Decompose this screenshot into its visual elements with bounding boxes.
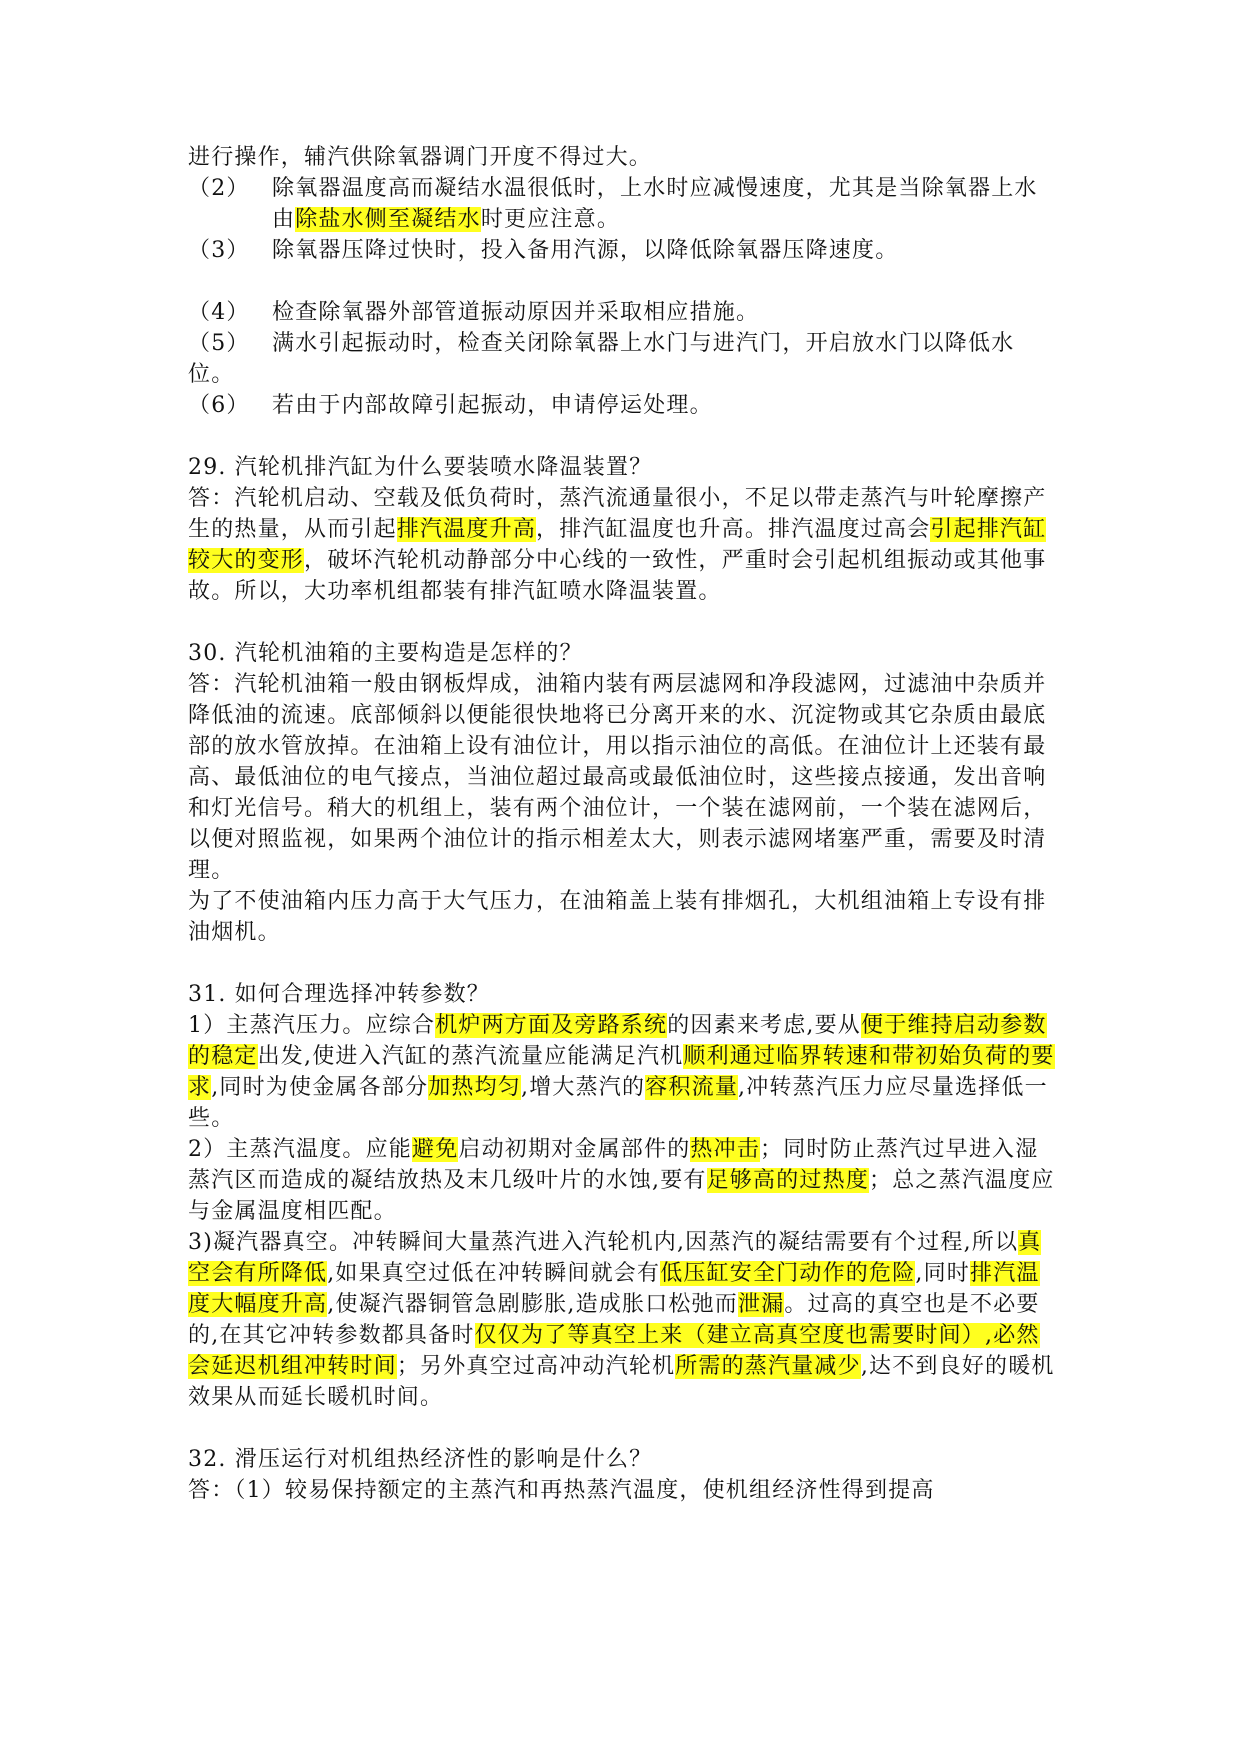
text-run: ,同时为使金属各部分 [211,1075,429,1100]
text-run: 启动初期对金属部件的 [458,1137,691,1162]
item-text: 除氧器压降过快时，投入备用汽源，以降低除氧器压降速度。 [272,238,899,263]
highlight-run: 泄漏 [738,1292,785,1317]
text-run: ,冲转蒸汽压力应尽量选择低一些。 [188,1075,1048,1131]
highlight-run: 顺利通过临界转速和带初始负荷的要求 [188,1044,1055,1100]
text-run: ,增大蒸汽的 [521,1075,646,1100]
item-text: 若由于内部故障引起振动，申请停运处理。 [272,393,713,418]
highlight-run: 便于维持启动参数的稳定 [188,1013,1047,1069]
text-run: 1）主蒸汽压力。应综合 [188,1013,436,1038]
blank-line [188,1413,1058,1444]
text-run: 2）主蒸汽温度。应能 [188,1137,412,1162]
highlight-run: 除盐水侧至凝结水 [295,207,481,232]
blank-line [188,948,1058,979]
blank-line [188,607,1058,638]
answer-paragraph: 答：汽轮机油箱一般由钢板焊成，油箱内装有两层滤网和净段滤网，过滤油中杂质并降低油的流速。底部倾斜以便能很快地将已分离开来的水、沉淀物或其它杂质由最底部的放水管放掉。在油箱上设有油位计，用以指示油位的高低。在油位计上还装有最高、最低油位的电气接点，当油位超过最高或最低油位时，这些接点接通，发出音响和灯光信号。稍大的机组上，装有两个油位计，一个装在滤网前，一个装在滤网后，以便对照监视，如果两个油位计的指示相差太大，则表示滤网堵塞严重，需要及时清理。 [188,672,1047,883]
highlight-run: 排汽温度升高 [396,517,537,542]
item-number: （5） [188,331,250,356]
answer-paragraph [188,1227,1058,1413]
item-text: 检查除氧器外部管道振动原因并采取相应措施。 [272,300,760,325]
item-number: （4） [188,300,250,325]
question-title: 31. 如何合理选择冲转参数？ [188,982,490,1007]
text-run: 除氧器温度高而凝结水温很低时，上水时应减慢速度，尤其是当除氧器上水由 [272,176,1038,232]
item-text: 满水引起振动时，检查关闭除氧器上水门与进汽门，开启放水门以降低水位。 [188,331,1015,387]
continuation-line: 进行操作，辅汽供除氧器调门开度不得过大。 [188,145,653,170]
text-run: 。过高的真空也是不必要的,在其它冲转参数都具备时 [188,1292,1040,1348]
text-run: ；总之蒸汽温度应与金属温度相匹配。 [188,1168,1055,1224]
highlight-run: 热冲击 [690,1137,761,1162]
question-title: 29. 汽轮机排汽缸为什么要装喷水降温装置？ [188,455,653,480]
highlight-run: 容积流量 [645,1075,739,1100]
list-item [188,235,1058,266]
text-run: ,使凝汽器铜管急剧膨胀,造成胀口松弛而 [327,1292,738,1317]
blank-line [188,421,1058,452]
list-item [188,390,1058,421]
item-number: （3） [188,238,250,263]
highlight-run: 足够高的过热度 [706,1168,870,1193]
text-run: ；另外真空过高冲动汽轮机 [396,1354,676,1379]
text-run: 3)凝汽器真空。冲转瞬间大量蒸汽进入汽轮机内,因蒸汽的凝结需要有个过程,所以 [188,1230,1019,1255]
item-text [272,173,1058,235]
answer-paragraph [188,1010,1058,1134]
answer-paragraph: 为了不使油箱内压力高于大气压力，在油箱盖上装有排烟孔，大机组油箱上专设有排油烟机。 [188,889,1047,945]
question-title: 32. 滑压运行对机组热经济性的影响是什么？ [188,1447,653,1472]
text-run: ；同时防止蒸汽过早进入湿蒸汽区而造成的凝结放热及末几级叶片的水蚀,要有 [188,1137,1039,1193]
highlight-run: 机炉两方面及旁路系统 [435,1013,668,1038]
text-run: ,达不到良好的暖机效果从而延长暖机时间。 [188,1354,1055,1410]
item-number: （6） [188,393,250,418]
list-item [188,173,1058,235]
highlight-run: 仅仅为了等真空上来（建立高真空度也需要时间）,必然会延迟机组冲转时间 [188,1323,1040,1379]
question-title: 30. 汽轮机油箱的主要构造是怎样的？ [188,641,583,666]
list-item [188,328,1058,390]
text-run: 出发,使进入汽缸的蒸汽流量应能满足汽机 [257,1044,684,1069]
answer-paragraph [188,1134,1058,1227]
text-run: ，破坏汽轮机动静部分中心线的一致性，严重时会引起机组振动或其他事故。所以，大功率机组都装有排汽缸喷水降温装置。 [188,548,1047,604]
text-run: ,同时 [915,1261,970,1286]
highlight-run: 排汽温度大幅度升高 [188,1261,1040,1317]
answer-paragraph [188,483,1058,607]
highlight-run: 避免 [412,1137,459,1162]
text-run: 的因素来考虑,要从 [667,1013,862,1038]
item-number: （2） [188,176,250,201]
text-run: 时更应注意。 [480,207,621,232]
highlight-run: 低压缸安全门动作的危险 [660,1261,916,1286]
highlight-run: 加热均匀 [428,1075,522,1100]
text-run: ，排汽缸温度也升高。排汽温度过高会 [536,517,931,542]
highlight-run: 所需的蒸汽量减少 [675,1354,861,1379]
highlight-run: 引起排汽缸较大的变形 [188,517,1047,573]
list-item [188,297,1058,328]
highlight-run: 真空会有所降低 [188,1230,1042,1286]
text-run: ,如果真空过低在冲转瞬间就会有 [327,1261,661,1286]
document-body [188,142,1058,1506]
answer-paragraph: 答：（1）较易保持额定的主蒸汽和再热蒸汽温度，使机组经济性得到提高 [188,1478,935,1503]
text-run: 答：汽轮机启动、空载及低负荷时，蒸汽流通量很小，不足以带走蒸汽与叶轮摩擦产生的热量，从而引起 [188,486,1047,542]
blank-line [188,266,1058,297]
